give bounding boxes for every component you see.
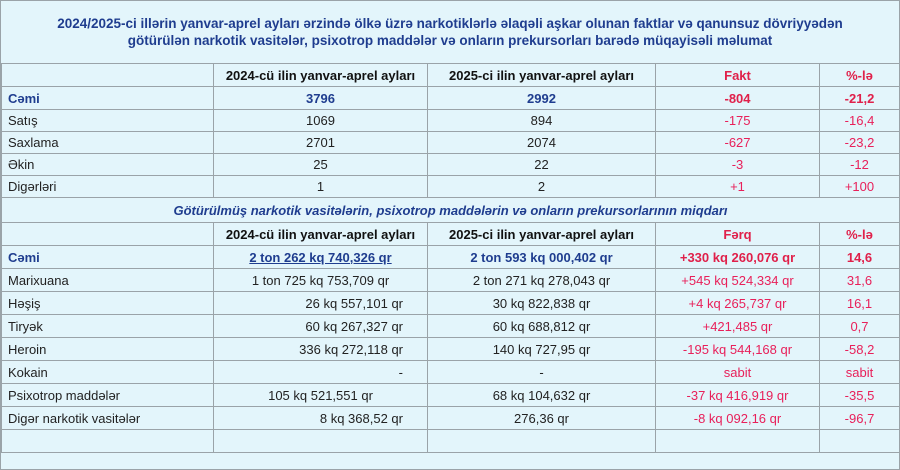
value-2024: 2 ton 262 kq 740,326 qr [214, 246, 428, 269]
row-label: Həşiş [2, 292, 214, 315]
table-row [2, 315, 900, 338]
header-cell: 2024-cü ilin yanvar-aprel ayları [214, 64, 428, 87]
value-diff: +330 kq 260,076 qr [656, 246, 820, 269]
value-pct [820, 430, 900, 453]
value-diff: -8 kq 092,16 qr [656, 407, 820, 430]
value-2025: 2992 [428, 87, 656, 110]
table-row [2, 269, 900, 292]
header-cell: Fakt [656, 64, 820, 87]
value-pct: 0,7 [820, 315, 900, 338]
value-2025: 2074 [428, 132, 656, 154]
value-diff: sabit [656, 361, 820, 384]
value-diff: -175 [656, 110, 820, 132]
value-pct: sabit [820, 361, 900, 384]
row-label: Saxlama [2, 132, 214, 154]
row-label: Heroin [2, 338, 214, 361]
value-2025: 68 kq 104,632 qr [428, 384, 656, 407]
value-2024: 1 ton 725 kq 753,709 qr [214, 269, 428, 292]
table-row [2, 338, 900, 361]
header-cell [2, 223, 214, 246]
section-title: Götürülmüş narkotik vasitələrin, psixotrop maddələrin və onların prekursorlarının miqdarı [2, 198, 900, 223]
row-label: Digər narkotik vasitələr [2, 407, 214, 430]
value-2025: 2 [428, 176, 656, 198]
value-pct: -23,2 [820, 132, 900, 154]
value-2024: - [214, 361, 428, 384]
value-2025 [428, 430, 656, 453]
table2-header-row [2, 223, 900, 246]
value-diff: -627 [656, 132, 820, 154]
title-line-1: 2024/2025-ci illərin yanvar-aprel ayları ərzində ölkə üzrə narkotiklərlə əlaqəli aşkar olunan faktlar və qanunsuz dövriyyədən [57, 16, 843, 31]
table1-total-row [2, 87, 900, 110]
table-row [2, 154, 900, 176]
table-row [2, 384, 900, 407]
row-label: Cəmi [2, 246, 214, 269]
header-cell: 2024-cü ilin yanvar-aprel ayları [214, 223, 428, 246]
value-diff: +1 [656, 176, 820, 198]
row-label: Cəmi [2, 87, 214, 110]
value-2024: 60 kq 267,327 qr [214, 315, 428, 338]
value-2024: 336 kq 272,118 qr [214, 338, 428, 361]
value-pct: 14,6 [820, 246, 900, 269]
value-2025: 2 ton 271 kq 278,043 qr [428, 269, 656, 292]
value-2024: 2701 [214, 132, 428, 154]
header-cell: 2025-ci ilin yanvar-aprel ayları [428, 64, 656, 87]
table-row [2, 292, 900, 315]
value-2024: 1069 [214, 110, 428, 132]
row-label [2, 430, 214, 453]
header-cell: Fərq [656, 223, 820, 246]
value-pct: +100 [820, 176, 900, 198]
table2-total-row [2, 246, 900, 269]
row-label: Psixotrop maddələr [2, 384, 214, 407]
value-2024: 3796 [214, 87, 428, 110]
header-cell: %-lə [820, 64, 900, 87]
comparison-table [1, 63, 900, 453]
header-cell: 2025-ci ilin yanvar-aprel ayları [428, 223, 656, 246]
value-2024: 105 kq 521,551 qr [214, 384, 428, 407]
value-2025: 30 kq 822,838 qr [428, 292, 656, 315]
table-row [2, 430, 900, 453]
row-label: Digərləri [2, 176, 214, 198]
row-label: Satış [2, 110, 214, 132]
value-pct: -35,5 [820, 384, 900, 407]
value-pct: -58,2 [820, 338, 900, 361]
table-row [2, 132, 900, 154]
value-diff [656, 430, 820, 453]
value-pct: 16,1 [820, 292, 900, 315]
table1-header-row [2, 64, 900, 87]
title-line-2: götürülən narkotik vasitələr, psixotrop maddələr və onların prekursorları barədə müqayisəli məlumat [127, 33, 773, 48]
section-title-row [2, 198, 900, 223]
value-2024: 8 kq 368,52 qr [214, 407, 428, 430]
value-diff: -195 kq 544,168 qr [656, 338, 820, 361]
value-2025: - [428, 361, 656, 384]
table-row [2, 407, 900, 430]
value-2025: 140 kq 727,95 qr [428, 338, 656, 361]
value-2024: 1 [214, 176, 428, 198]
value-diff: -37 kq 416,919 qr [656, 384, 820, 407]
value-2025: 60 kq 688,812 qr [428, 315, 656, 338]
value-2025: 276,36 qr [428, 407, 656, 430]
value-2024: 26 kq 557,101 qr [214, 292, 428, 315]
value-2025: 894 [428, 110, 656, 132]
header-cell [2, 64, 214, 87]
value-2025: 2 ton 593 kq 000,402 qr [428, 246, 656, 269]
row-label: Tiryək [2, 315, 214, 338]
value-diff: -3 [656, 154, 820, 176]
value-diff: +421,485 qr [656, 315, 820, 338]
table-row [2, 110, 900, 132]
value-diff: -804 [656, 87, 820, 110]
value-pct: -21,2 [820, 87, 900, 110]
table-row [2, 176, 900, 198]
value-diff: +545 kq 524,334 qr [656, 269, 820, 292]
value-pct: -16,4 [820, 110, 900, 132]
row-label: Marixuana [2, 269, 214, 292]
value-pct: -96,7 [820, 407, 900, 430]
header-cell: %-lə [820, 223, 900, 246]
value-pct: 31,6 [820, 269, 900, 292]
row-label: Əkin [2, 154, 214, 176]
value-2025: 22 [428, 154, 656, 176]
value-diff: +4 kq 265,737 qr [656, 292, 820, 315]
page-title [1, 1, 899, 63]
value-2024: 25 [214, 154, 428, 176]
value-pct: -12 [820, 154, 900, 176]
value-2024 [214, 430, 428, 453]
row-label: Kokain [2, 361, 214, 384]
table-row [2, 361, 900, 384]
